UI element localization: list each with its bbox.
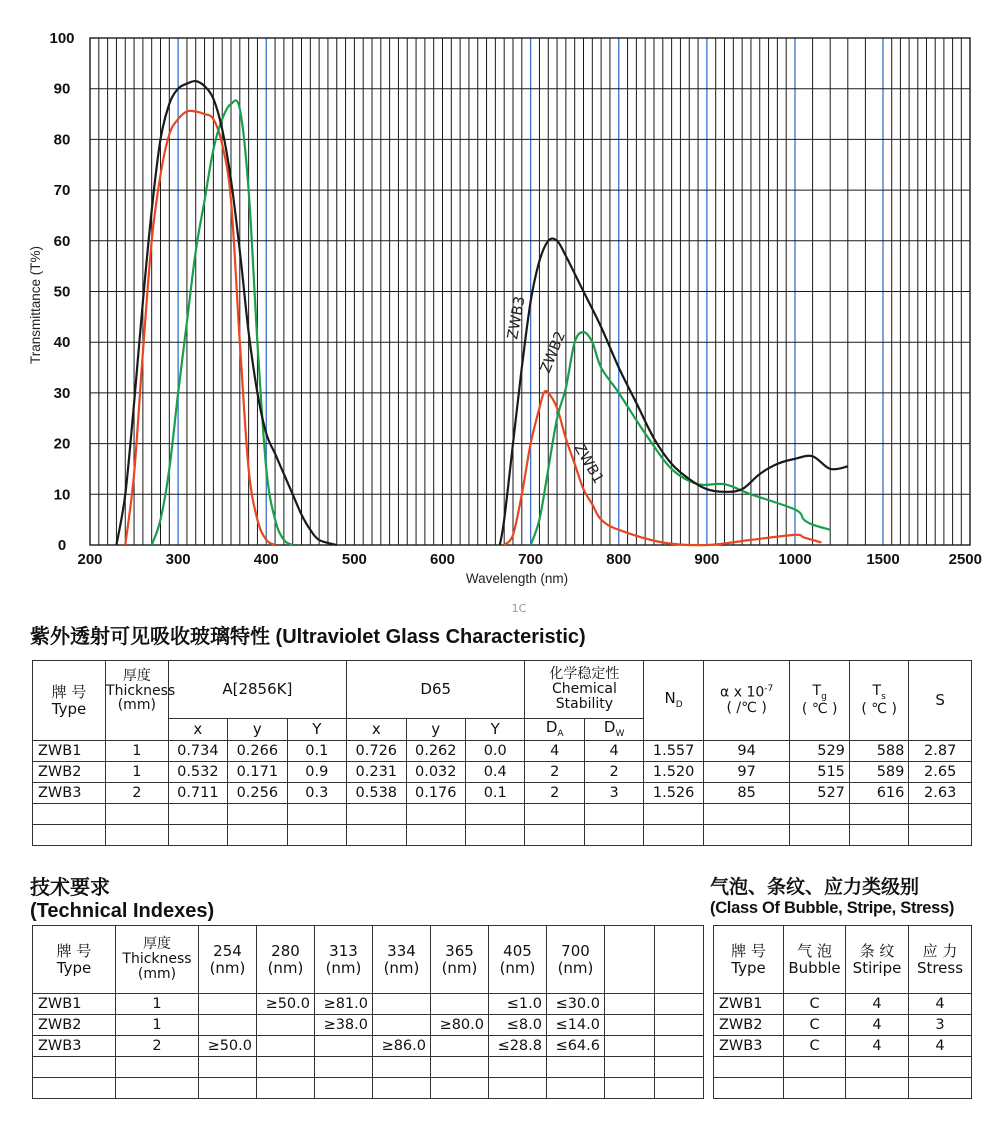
- tech-cell: ≤1.0: [489, 994, 547, 1015]
- x-tick-label: 500: [341, 551, 367, 568]
- bubble-cell: [909, 1078, 972, 1099]
- char-cell: [525, 804, 584, 825]
- char-cell: 2: [525, 783, 584, 804]
- tech-cell: [199, 1078, 257, 1099]
- bubble-blank-row: [714, 1078, 972, 1099]
- bubble-cell: C: [784, 1015, 846, 1036]
- tech-row: [33, 994, 704, 1015]
- char-cell: 589: [849, 762, 908, 783]
- bubble-cell: [714, 1057, 784, 1078]
- char-cell: [465, 825, 524, 846]
- tech-cell: [655, 1078, 704, 1099]
- char-cell: 616: [849, 783, 908, 804]
- char-cell: [287, 825, 346, 846]
- char-cell: 529: [790, 741, 849, 762]
- y-tick-label: 50: [53, 283, 71, 301]
- y-tick-label: 0: [57, 537, 67, 554]
- char-cell: 0.0: [465, 741, 524, 762]
- tech-cell: [33, 1057, 116, 1078]
- char-cell: 0.538: [347, 783, 406, 804]
- char-cell: 527: [790, 783, 849, 804]
- char-cell: [106, 825, 169, 846]
- y-tick-label: 10: [53, 486, 71, 504]
- tech-row: [33, 1036, 704, 1057]
- y-tick-label: 20: [53, 435, 71, 453]
- tech-cell: [655, 994, 704, 1015]
- tech-cell: ZWB1: [33, 994, 116, 1015]
- x-tick-label: 400: [253, 551, 279, 568]
- bubble-cell: 4: [909, 994, 972, 1015]
- technical-title-cn: 技术要求: [30, 877, 110, 899]
- char-cell: [106, 804, 169, 825]
- char-cell: 0.9: [287, 762, 346, 783]
- hdr-tg: $T_g$ ( ℃ ): [790, 661, 849, 741]
- x-tick-label: 900: [694, 551, 720, 568]
- tech-cell: ≤8.0: [489, 1015, 547, 1036]
- char-cell: 94: [703, 741, 790, 762]
- tech-hdr-blank-1: [605, 926, 655, 994]
- bubble-row: [714, 994, 972, 1015]
- tech-cell: ≥50.0: [257, 994, 315, 1015]
- char-cell: 2: [584, 762, 643, 783]
- char-cell: 515: [790, 762, 849, 783]
- hdr-d-x: x: [347, 719, 406, 741]
- char-cell: 2: [525, 762, 584, 783]
- char-row: [33, 741, 972, 762]
- tech-cell: ≥86.0: [373, 1036, 431, 1057]
- hdr-nd: $N_D$: [644, 661, 703, 741]
- char-cell: [790, 825, 849, 846]
- tech-cell: [257, 1036, 315, 1057]
- bubble-row: [714, 1036, 972, 1057]
- hdr-thickness: 厚度 Thickness (mm): [106, 661, 169, 741]
- tech-cell: ≥81.0: [315, 994, 373, 1015]
- x-tick-label: 200: [77, 551, 103, 568]
- tech-cell: [315, 1057, 373, 1078]
- series-zwb1: [125, 111, 275, 545]
- tech-hdr-365: 365 (nm): [431, 926, 489, 994]
- tech-cell: [199, 1057, 257, 1078]
- hdr-a2856k: A[2856K]: [168, 661, 346, 719]
- hdr-ts: $T_s$ ( ℃ ): [849, 661, 908, 741]
- bubble-cell: [784, 1078, 846, 1099]
- tech-cell: [373, 994, 431, 1015]
- char-cell: [168, 825, 227, 846]
- tech-hdr-405: 405 (nm): [489, 926, 547, 994]
- char-row: [33, 762, 972, 783]
- char-cell: 4: [584, 741, 643, 762]
- char-cell: [703, 825, 790, 846]
- tech-cell: 1: [116, 1015, 199, 1036]
- char-cell: [406, 804, 465, 825]
- bubble-cell: [784, 1057, 846, 1078]
- tech-cell: [199, 1015, 257, 1036]
- tech-cell: [431, 994, 489, 1015]
- char-cell: [347, 825, 406, 846]
- bubble-hdr-type: 牌 号 Type: [714, 926, 784, 994]
- tech-cell: ≤64.6: [547, 1036, 605, 1057]
- bubble-cell: ZWB2: [714, 1015, 784, 1036]
- tech-hdr-thickness: 厚度 Thickness (mm): [116, 926, 199, 994]
- tech-cell: ≤30.0: [547, 994, 605, 1015]
- tech-cell: [431, 1078, 489, 1099]
- hdr-d-Y: Y: [465, 719, 524, 741]
- char-cell: 4: [525, 741, 584, 762]
- char-cell: 2: [106, 783, 169, 804]
- tech-cell: [33, 1078, 116, 1099]
- tech-cell: [257, 1057, 315, 1078]
- tech-cell: [547, 1078, 605, 1099]
- tech-cell: ZWB2: [33, 1015, 116, 1036]
- char-cell: 1: [106, 741, 169, 762]
- series-zwb3: [116, 81, 336, 545]
- bubble-title-cn: 气泡、条纹、应力类级别: [710, 877, 920, 898]
- hdr-d-y: y: [406, 719, 465, 741]
- tech-cell: [655, 1057, 704, 1078]
- char-blank-row: [33, 825, 972, 846]
- char-cell: 0.1: [465, 783, 524, 804]
- tech-cell: 1: [116, 994, 199, 1015]
- tech-cell: [605, 1015, 655, 1036]
- annotation-zwb1: ZWB1: [570, 441, 607, 487]
- char-blank-row: [33, 804, 972, 825]
- char-cell: [644, 804, 703, 825]
- char-cell: 0.3: [287, 783, 346, 804]
- hdr-s: S: [909, 661, 972, 741]
- char-cell: 0.176: [406, 783, 465, 804]
- tech-cell: [315, 1036, 373, 1057]
- tech-cell: [547, 1057, 605, 1078]
- tech-cell: [605, 994, 655, 1015]
- char-cell: 0.171: [228, 762, 287, 783]
- y-axis-label: Transmittance (T%): [28, 245, 43, 365]
- x-axis-label: Wavelength (nm): [465, 571, 569, 586]
- hdr-dw: $D_W$: [584, 719, 643, 741]
- char-cell: 0.711: [168, 783, 227, 804]
- tech-cell: ≥38.0: [315, 1015, 373, 1036]
- tech-cell: [116, 1078, 199, 1099]
- tech-hdr-700: 700 (nm): [547, 926, 605, 994]
- tech-cell: [489, 1078, 547, 1099]
- technical-title-en: (Technical Indexes): [30, 900, 215, 922]
- char-cell: ZWB2: [33, 762, 106, 783]
- char-cell: [849, 804, 908, 825]
- char-cell: [525, 825, 584, 846]
- y-tick-label: 30: [53, 384, 71, 402]
- char-cell: 3: [584, 783, 643, 804]
- tech-cell: [199, 994, 257, 1015]
- char-cell: 0.262: [406, 741, 465, 762]
- bubble-row: [714, 1015, 972, 1036]
- annotation-zwb2: ZWB2: [537, 329, 569, 376]
- char-cell: 0.532: [168, 762, 227, 783]
- char-cell: [33, 825, 106, 846]
- bubble-hdr-stress: 应 力 Stress: [909, 926, 972, 994]
- hdr-type: 牌 号 Type: [33, 661, 106, 741]
- tech-cell: [257, 1015, 315, 1036]
- char-cell: [228, 804, 287, 825]
- tech-hdr-313: 313 (nm): [315, 926, 373, 994]
- bubble-title: [710, 877, 954, 918]
- char-cell: ZWB3: [33, 783, 106, 804]
- tech-cell: [373, 1015, 431, 1036]
- char-cell: [347, 804, 406, 825]
- tech-cell: [257, 1078, 315, 1099]
- bubble-cell: 4: [909, 1036, 972, 1057]
- char-cell: [790, 804, 849, 825]
- characteristic-table: [32, 660, 972, 846]
- y-tick-label: 80: [53, 131, 71, 149]
- bubble-cell: 4: [846, 994, 909, 1015]
- tech-cell: ≥80.0: [431, 1015, 489, 1036]
- tech-cell: [605, 1057, 655, 1078]
- bubble-table: [713, 925, 972, 1099]
- bubble-cell: C: [784, 1036, 846, 1057]
- tech-blank-row: [33, 1078, 704, 1099]
- char-cell: 1.526: [644, 783, 703, 804]
- tech-cell: [655, 1015, 704, 1036]
- annotation-zwb3: ZWB3: [505, 295, 529, 341]
- stray-mark: 1C: [511, 602, 527, 615]
- hdr-alpha: α x $10^{-7}$ ( /℃ ): [703, 661, 790, 741]
- char-row: [33, 783, 972, 804]
- char-cell: [228, 825, 287, 846]
- tech-hdr-blank-2: [655, 926, 704, 994]
- technical-table: [32, 925, 704, 1099]
- tech-hdr-280: 280 (nm): [257, 926, 315, 994]
- series-layer: [116, 81, 970, 545]
- char-cell: 2.63: [909, 783, 972, 804]
- tech-cell: [373, 1057, 431, 1078]
- tech-cell: ≥50.0: [199, 1036, 257, 1057]
- tech-cell: [655, 1036, 704, 1057]
- char-cell: 0.734: [168, 741, 227, 762]
- char-cell: 1.520: [644, 762, 703, 783]
- bubble-cell: 4: [846, 1015, 909, 1036]
- x-tick-label: 1500: [866, 551, 900, 568]
- y-tick-label: 60: [53, 232, 71, 250]
- char-cell: 0.1: [287, 741, 346, 762]
- x-tick-label: 800: [606, 551, 632, 568]
- tech-cell: [315, 1078, 373, 1099]
- tech-hdr-254: 254 (nm): [199, 926, 257, 994]
- bubble-cell: 3: [909, 1015, 972, 1036]
- bubble-cell: ZWB3: [714, 1036, 784, 1057]
- char-cell: [849, 825, 908, 846]
- bubble-cell: [909, 1057, 972, 1078]
- x-tick-label: 300: [165, 551, 191, 568]
- y-tick-label: 70: [53, 182, 71, 200]
- bubble-cell: [846, 1057, 909, 1078]
- hdr-da: $D_A$: [525, 719, 584, 741]
- tech-hdr-334: 334 (nm): [373, 926, 431, 994]
- char-cell: [909, 804, 972, 825]
- tech-hdr-type: 牌 号 Type: [33, 926, 116, 994]
- y-tick-label: 40: [53, 334, 71, 352]
- technical-title: [30, 877, 214, 923]
- char-cell: [703, 804, 790, 825]
- char-cell: [465, 804, 524, 825]
- x-tick-label: 600: [429, 551, 456, 568]
- tech-cell: 2: [116, 1036, 199, 1057]
- char-cell: 1.557: [644, 741, 703, 762]
- tech-cell: [489, 1057, 547, 1078]
- tech-cell: ZWB3: [33, 1036, 116, 1057]
- hdr-d65: D65: [347, 661, 525, 719]
- x-tick-label: 700: [518, 551, 544, 568]
- char-cell: 2.87: [909, 741, 972, 762]
- bubble-hdr-stripe: 条 纹 Stiripe: [846, 926, 909, 994]
- tech-cell: ≤28.8: [489, 1036, 547, 1057]
- characteristic-title: 紫外透射可见吸收玻璃特性 (Ultraviolet Glass Characteristic): [30, 626, 586, 648]
- y-tick-label: 90: [53, 80, 71, 98]
- char-cell: ZWB1: [33, 741, 106, 762]
- bubble-cell: C: [784, 994, 846, 1015]
- tech-row: [33, 1015, 704, 1036]
- x-tick-label: 1000: [778, 551, 812, 568]
- hdr-chemical-stability: 化学稳定性 Chemical Stability: [525, 661, 644, 719]
- bubble-title-en: (Class Of Bubble, Stripe, Stress): [710, 898, 955, 917]
- char-cell: 588: [849, 741, 908, 762]
- char-cell: [909, 825, 972, 846]
- char-cell: [168, 804, 227, 825]
- bubble-cell: ZWB1: [714, 994, 784, 1015]
- bubble-cell: 4: [846, 1036, 909, 1057]
- bubble-hdr-bubble: 气 泡 Bubble: [784, 926, 846, 994]
- tech-blank-row: [33, 1057, 704, 1078]
- char-cell: [287, 804, 346, 825]
- hdr-a-y: y: [228, 719, 287, 741]
- char-cell: [33, 804, 106, 825]
- tech-cell: [116, 1057, 199, 1078]
- tech-cell: [373, 1078, 431, 1099]
- bubble-cell: [714, 1078, 784, 1099]
- y-tick-label: 100: [49, 30, 75, 47]
- bubble-cell: [846, 1078, 909, 1099]
- hdr-a-Y: Y: [287, 719, 346, 741]
- char-cell: 0.231: [347, 762, 406, 783]
- char-cell: [406, 825, 465, 846]
- char-cell: 0.4: [465, 762, 524, 783]
- tech-cell: [431, 1036, 489, 1057]
- char-cell: 2.65: [909, 762, 972, 783]
- char-cell: 85: [703, 783, 790, 804]
- char-cell: [584, 804, 643, 825]
- hdr-a-x: x: [168, 719, 227, 741]
- tech-cell: [431, 1057, 489, 1078]
- char-cell: [584, 825, 643, 846]
- tech-cell: ≤14.0: [547, 1015, 605, 1036]
- char-cell: [644, 825, 703, 846]
- bubble-blank-row: [714, 1057, 972, 1078]
- tech-cell: [605, 1078, 655, 1099]
- char-cell: 97: [703, 762, 790, 783]
- char-cell: 0.256: [228, 783, 287, 804]
- tech-cell: [605, 1036, 655, 1057]
- char-cell: 0.266: [228, 741, 287, 762]
- char-cell: 1: [106, 762, 169, 783]
- x-tick-label: 2500: [948, 551, 982, 568]
- char-cell: 0.726: [347, 741, 406, 762]
- char-cell: 0.032: [406, 762, 465, 783]
